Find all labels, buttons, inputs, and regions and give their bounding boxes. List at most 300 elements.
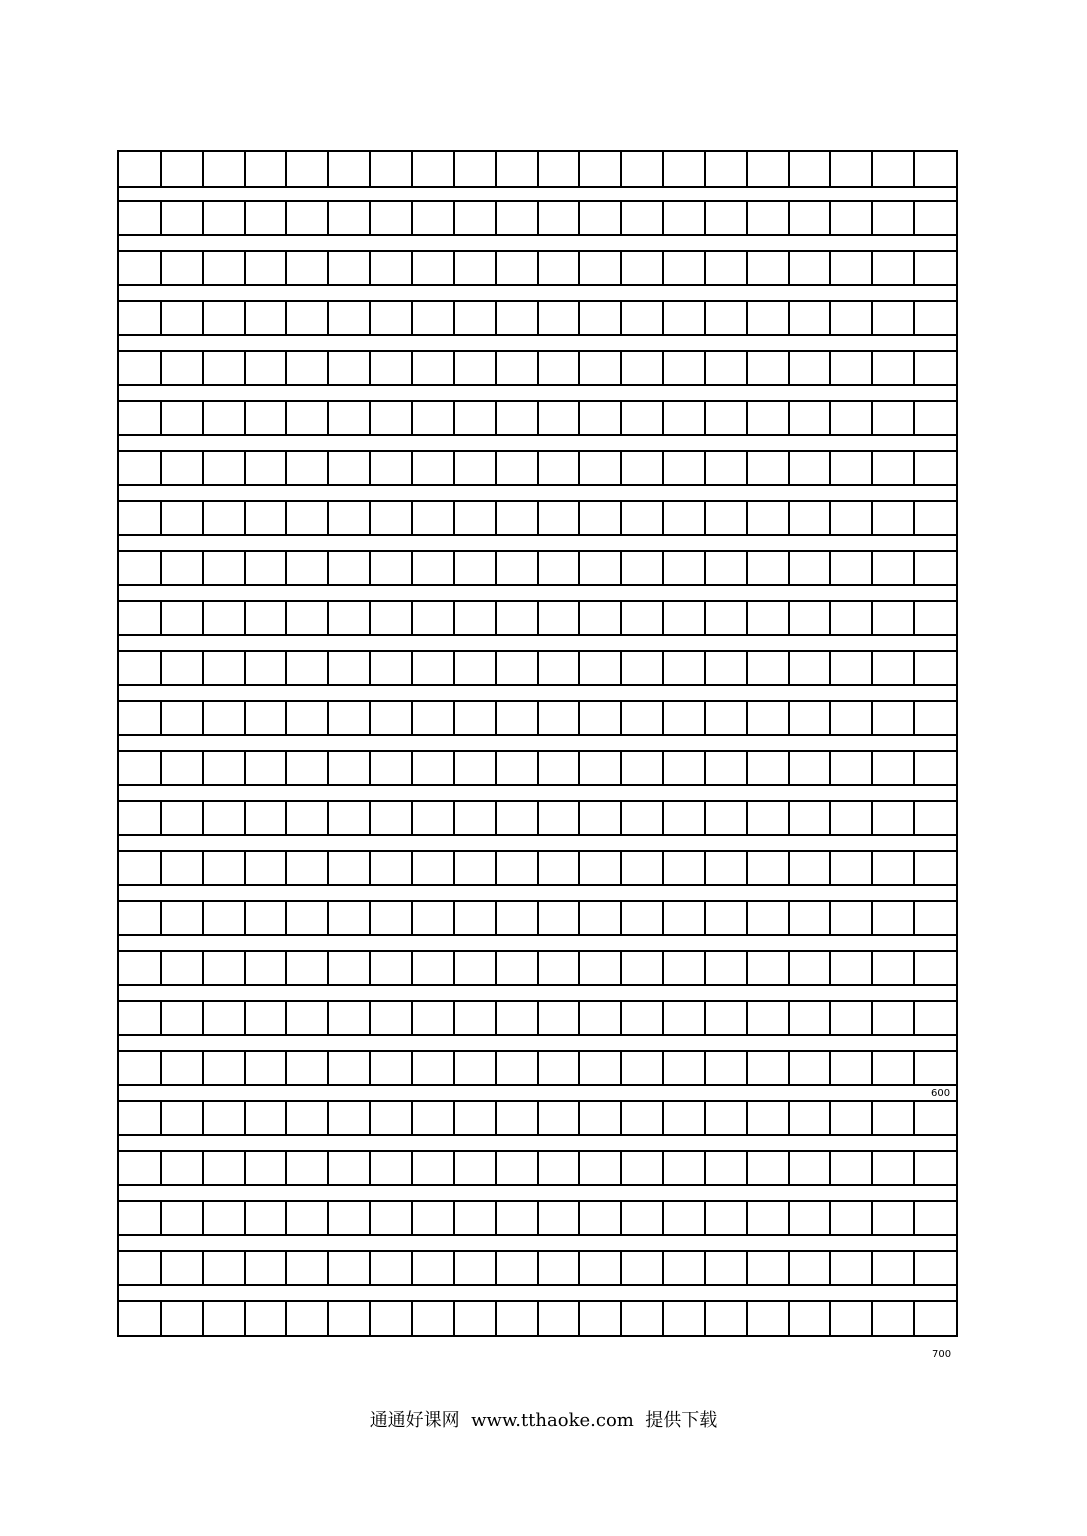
- grid-cell: [202, 1252, 204, 1284]
- grid-cell: [244, 952, 246, 984]
- grid-cell: [327, 902, 329, 934]
- grid-cell: [202, 1302, 204, 1336]
- grid-cell: [871, 152, 873, 186]
- grid-cell: [578, 652, 580, 684]
- grid-cell: [746, 502, 748, 534]
- grid-cell: [537, 552, 539, 584]
- grid-cell: [704, 952, 706, 984]
- grid-cell: [746, 802, 748, 834]
- grid-cell: [369, 552, 371, 584]
- grid-cell: [537, 202, 539, 234]
- grid-cell: [746, 702, 748, 734]
- grid-cell: [160, 1202, 162, 1234]
- grid-cell: [913, 1002, 915, 1034]
- grid-cell: [662, 252, 664, 284]
- grid-cell: [537, 1002, 539, 1034]
- grid-cell: [746, 952, 748, 984]
- grid-cell: [160, 952, 162, 984]
- grid-cell: [244, 502, 246, 534]
- grid-cell: [829, 1202, 831, 1234]
- grid-cell: [202, 1152, 204, 1184]
- grid-cell: [871, 1152, 873, 1184]
- grid-cell: [662, 752, 664, 784]
- grid-cell: [662, 552, 664, 584]
- grid-cell: [369, 852, 371, 884]
- grid-row: [119, 600, 956, 636]
- grid-cell: [495, 852, 497, 884]
- grid-cell: [160, 1152, 162, 1184]
- grid-cell: [662, 202, 664, 234]
- grid-cell: [871, 552, 873, 584]
- grid-cell: [913, 1302, 915, 1336]
- grid-cell: [369, 252, 371, 284]
- grid-cell: [369, 602, 371, 634]
- grid-cell: [327, 302, 329, 334]
- grid-cell: [913, 802, 915, 834]
- grid-cell: [578, 152, 580, 186]
- grid-cell: [202, 1102, 204, 1134]
- grid-cell: [244, 452, 246, 484]
- grid-cell: [829, 1102, 831, 1134]
- grid-cell: [285, 802, 287, 834]
- grid-cell: [244, 752, 246, 784]
- grid-cell: [829, 652, 831, 684]
- grid-cell: [662, 402, 664, 434]
- grid-cell: [788, 152, 790, 186]
- grid-cell: [788, 1252, 790, 1284]
- grid-cell: [746, 1002, 748, 1034]
- grid-cell: [913, 1202, 915, 1234]
- grid-cell: [285, 252, 287, 284]
- grid-row: [119, 200, 956, 236]
- grid-cell: [913, 1252, 915, 1284]
- grid-cell: [411, 1102, 413, 1134]
- grid-cell: [662, 352, 664, 384]
- grid-cell: [495, 452, 497, 484]
- grid-cell: [160, 352, 162, 384]
- grid-cell: [537, 1302, 539, 1336]
- grid-cell: [495, 702, 497, 734]
- grid-cell: [704, 152, 706, 186]
- grid-cell: [202, 802, 204, 834]
- grid-cell: [746, 302, 748, 334]
- grid-cell: [285, 352, 287, 384]
- grid-cell: [453, 252, 455, 284]
- grid-cell: [160, 1302, 162, 1336]
- grid-cell: [871, 1302, 873, 1336]
- grid-cell: [495, 202, 497, 234]
- count-marker-700: 700: [932, 1349, 952, 1360]
- grid-cell: [871, 402, 873, 434]
- grid-cell: [829, 902, 831, 934]
- grid-cell: [160, 302, 162, 334]
- grid-cell: [453, 652, 455, 684]
- grid-cell: [244, 1152, 246, 1184]
- grid-cell: [537, 1052, 539, 1084]
- grid-cell: [244, 602, 246, 634]
- grid-cell: [788, 652, 790, 684]
- grid-cell: [285, 752, 287, 784]
- grid-cell: [578, 402, 580, 434]
- grid-cell: [453, 152, 455, 186]
- grid-cell: [244, 352, 246, 384]
- grid-cell: [244, 1302, 246, 1336]
- grid-cell: [788, 702, 790, 734]
- grid-cell: [202, 902, 204, 934]
- grid-cell: [537, 1252, 539, 1284]
- grid-cell: [411, 302, 413, 334]
- grid-cell: [662, 1152, 664, 1184]
- grid-cell: [829, 552, 831, 584]
- grid-cell: [160, 752, 162, 784]
- grid-cell: [746, 352, 748, 384]
- grid-cell: [160, 152, 162, 186]
- grid-cell: [620, 452, 622, 484]
- grid-cell: [871, 352, 873, 384]
- grid-cell: [704, 852, 706, 884]
- grid-cell: [327, 1152, 329, 1184]
- grid-cell: [244, 552, 246, 584]
- grid-row: [119, 350, 956, 386]
- grid-cell: [704, 602, 706, 634]
- grid-cell: [285, 402, 287, 434]
- grid-cell: [704, 1202, 706, 1234]
- grid-cell: [578, 702, 580, 734]
- grid-cell: [369, 402, 371, 434]
- grid-cell: [620, 602, 622, 634]
- grid-cell: [578, 1202, 580, 1234]
- grid-cell: [495, 602, 497, 634]
- grid-cell: [453, 852, 455, 884]
- grid-cell: [160, 702, 162, 734]
- grid-cell: [244, 1002, 246, 1034]
- grid-cell: [327, 352, 329, 384]
- grid-cell: [913, 702, 915, 734]
- grid-row: [119, 550, 956, 586]
- grid-cell: [746, 652, 748, 684]
- grid-cell: [704, 252, 706, 284]
- grid-cell: [369, 1002, 371, 1034]
- grid-cell: [495, 802, 497, 834]
- grid-cell: [244, 702, 246, 734]
- grid-cell: [788, 202, 790, 234]
- grid-cell: [327, 652, 329, 684]
- grid-cell: [913, 852, 915, 884]
- grid-cell: [829, 202, 831, 234]
- grid-cell: [662, 1202, 664, 1234]
- grid-cell: [913, 902, 915, 934]
- grid-cell: [202, 502, 204, 534]
- grid-cell: [327, 802, 329, 834]
- grid-cell: [327, 952, 329, 984]
- grid-cell: [411, 152, 413, 186]
- grid-cell: [453, 402, 455, 434]
- grid-cell: [871, 852, 873, 884]
- grid-cell: [285, 1152, 287, 1184]
- grid-cell: [620, 152, 622, 186]
- grid-cell: [160, 552, 162, 584]
- grid-cell: [495, 1002, 497, 1034]
- grid-cell: [537, 952, 539, 984]
- grid-cell: [495, 952, 497, 984]
- grid-cell: [746, 1202, 748, 1234]
- grid-cell: [620, 302, 622, 334]
- grid-cell: [537, 652, 539, 684]
- grid-cell: [620, 1302, 622, 1336]
- grid-cell: [202, 752, 204, 784]
- grid-cell: [411, 402, 413, 434]
- grid-cell: [578, 952, 580, 984]
- grid-cell: [244, 1252, 246, 1284]
- grid-row: [119, 1250, 956, 1286]
- grid-cell: [202, 152, 204, 186]
- grid-cell: [453, 1252, 455, 1284]
- grid-cell: [662, 1302, 664, 1336]
- grid-cell: [453, 552, 455, 584]
- grid-cell: [244, 902, 246, 934]
- grid-cell: [704, 352, 706, 384]
- grid-cell: [202, 202, 204, 234]
- grid-cell: [829, 1302, 831, 1336]
- footer-site-name: 通通好课网: [369, 1410, 460, 1431]
- grid-cell: [704, 752, 706, 784]
- grid-cell: [285, 302, 287, 334]
- grid-cell: [453, 752, 455, 784]
- grid-cell: [788, 752, 790, 784]
- grid-cell: [202, 952, 204, 984]
- grid-cell: [578, 852, 580, 884]
- grid-cell: [829, 702, 831, 734]
- grid-cell: [244, 152, 246, 186]
- grid-row: [119, 400, 956, 436]
- grid-cell: [871, 1002, 873, 1034]
- grid-row: [119, 300, 956, 336]
- grid-row: [119, 1050, 956, 1086]
- grid-cell: [620, 702, 622, 734]
- grid-cell: [244, 1052, 246, 1084]
- grid-cell: [495, 152, 497, 186]
- grid-cell: [160, 902, 162, 934]
- grid-cell: [913, 152, 915, 186]
- grid-cell: [662, 902, 664, 934]
- grid-cell: [871, 1252, 873, 1284]
- grid-cell: [495, 552, 497, 584]
- grid-cell: [202, 852, 204, 884]
- grid-cell: [578, 1002, 580, 1034]
- grid-cell: [746, 1252, 748, 1284]
- grid-cell: [788, 302, 790, 334]
- grid-cell: [788, 852, 790, 884]
- grid-cell: [704, 552, 706, 584]
- grid-cell: [871, 702, 873, 734]
- grid-cell: [537, 1202, 539, 1234]
- grid-cell: [411, 1252, 413, 1284]
- grid-cell: [160, 402, 162, 434]
- grid-cell: [537, 602, 539, 634]
- grid-cell: [453, 1202, 455, 1234]
- grid-cell: [202, 1202, 204, 1234]
- grid-cell: [411, 1052, 413, 1084]
- grid-cell: [746, 902, 748, 934]
- grid-row: [119, 152, 956, 188]
- grid-cell: [620, 1252, 622, 1284]
- grid-cell: [411, 452, 413, 484]
- grid-cell: [829, 1152, 831, 1184]
- grid-cell: [871, 1202, 873, 1234]
- grid-cell: [788, 1002, 790, 1034]
- grid-cell: [453, 902, 455, 934]
- grid-cell: [704, 702, 706, 734]
- grid-cell: [871, 1102, 873, 1134]
- grid-cell: [788, 952, 790, 984]
- grid-cell: [662, 1002, 664, 1034]
- grid-cell: [369, 302, 371, 334]
- grid-cell: [285, 902, 287, 934]
- grid-cell: [202, 602, 204, 634]
- grid-cell: [411, 1152, 413, 1184]
- grid-cell: [369, 452, 371, 484]
- grid-cell: [202, 302, 204, 334]
- grid-cell: [662, 302, 664, 334]
- grid-cell: [369, 502, 371, 534]
- grid-cell: [244, 202, 246, 234]
- grid-cell: [495, 352, 497, 384]
- grid-cell: [369, 1252, 371, 1284]
- footer-url[interactable]: www.tthaoke.com: [471, 1410, 634, 1431]
- grid-cell: [578, 902, 580, 934]
- grid-cell: [369, 1052, 371, 1084]
- grid-cell: [578, 602, 580, 634]
- grid-row: [119, 1200, 956, 1236]
- grid-cell: [704, 1002, 706, 1034]
- grid-cell: [495, 652, 497, 684]
- grid-cell: [411, 602, 413, 634]
- grid-cell: [578, 1102, 580, 1134]
- grid-cell: [285, 552, 287, 584]
- grid-cell: [453, 502, 455, 534]
- grid-cell: [369, 702, 371, 734]
- grid-cell: [829, 152, 831, 186]
- grid-cell: [327, 702, 329, 734]
- grid-cell: [202, 352, 204, 384]
- grid-cell: [913, 952, 915, 984]
- grid-cell: [411, 252, 413, 284]
- grid-cell: [369, 352, 371, 384]
- grid-cell: [453, 952, 455, 984]
- grid-cell: [829, 1052, 831, 1084]
- grid-cell: [788, 1302, 790, 1336]
- grid-cell: [369, 752, 371, 784]
- grid-cell: [327, 502, 329, 534]
- grid-cell: [411, 552, 413, 584]
- grid-cell: [327, 252, 329, 284]
- grid-cell: [369, 152, 371, 186]
- writing-grid: [117, 150, 958, 1337]
- grid-cell: [704, 1302, 706, 1336]
- grid-cell: [871, 502, 873, 534]
- grid-cell: [662, 452, 664, 484]
- grid-cell: [495, 1052, 497, 1084]
- grid-cell: [578, 1052, 580, 1084]
- grid-cell: [537, 1102, 539, 1134]
- grid-cell: [160, 602, 162, 634]
- grid-cell: [620, 352, 622, 384]
- grid-cell: [788, 1052, 790, 1084]
- grid-row: [119, 800, 956, 836]
- grid-cell: [453, 1302, 455, 1336]
- grid-cell: [285, 652, 287, 684]
- grid-cell: [829, 1002, 831, 1034]
- grid-cell: [662, 852, 664, 884]
- grid-cell: [244, 852, 246, 884]
- grid-cell: [160, 802, 162, 834]
- grid-cell: [913, 1152, 915, 1184]
- grid-cell: [369, 1302, 371, 1336]
- grid-cell: [788, 502, 790, 534]
- grid-cell: [160, 502, 162, 534]
- grid-cell: [788, 352, 790, 384]
- grid-cell: [746, 552, 748, 584]
- grid-cell: [620, 1152, 622, 1184]
- grid-cell: [620, 402, 622, 434]
- grid-cell: [746, 1102, 748, 1134]
- grid-cell: [202, 1002, 204, 1034]
- grid-cell: [871, 952, 873, 984]
- grid-cell: [913, 452, 915, 484]
- grid-cell: [411, 202, 413, 234]
- grid-cell: [620, 552, 622, 584]
- grid-cell: [746, 202, 748, 234]
- grid-cell: [369, 1102, 371, 1134]
- grid-cell: [704, 902, 706, 934]
- grid-cell: [453, 1102, 455, 1134]
- grid-cell: [662, 702, 664, 734]
- grid-cell: [913, 252, 915, 284]
- count-marker-600: 600: [931, 1088, 951, 1099]
- grid-cell: [160, 252, 162, 284]
- grid-cell: [285, 852, 287, 884]
- grid-cell: [788, 1152, 790, 1184]
- grid-cell: [327, 202, 329, 234]
- grid-cell: [662, 502, 664, 534]
- grid-cell: [871, 602, 873, 634]
- grid-cell: [369, 902, 371, 934]
- grid-cell: [913, 302, 915, 334]
- grid-cell: [829, 752, 831, 784]
- grid-cell: [327, 1102, 329, 1134]
- grid-cell: [829, 402, 831, 434]
- grid-cell: [662, 1252, 664, 1284]
- grid-cell: [913, 752, 915, 784]
- grid-row: [119, 700, 956, 736]
- grid-cell: [829, 252, 831, 284]
- grid-cell: [871, 902, 873, 934]
- footer-credit: [0, 1411, 1087, 1431]
- grid-cell: [327, 752, 329, 784]
- grid-cell: [160, 1102, 162, 1134]
- grid-cell: [578, 202, 580, 234]
- grid-cell: [829, 952, 831, 984]
- grid-cell: [537, 152, 539, 186]
- grid-cell: [285, 502, 287, 534]
- grid-cell: [453, 452, 455, 484]
- grid-cell: [871, 1052, 873, 1084]
- grid-cell: [327, 1002, 329, 1034]
- grid-cell: [453, 602, 455, 634]
- grid-cell: [537, 852, 539, 884]
- grid-cell: [285, 1002, 287, 1034]
- grid-cell: [704, 1152, 706, 1184]
